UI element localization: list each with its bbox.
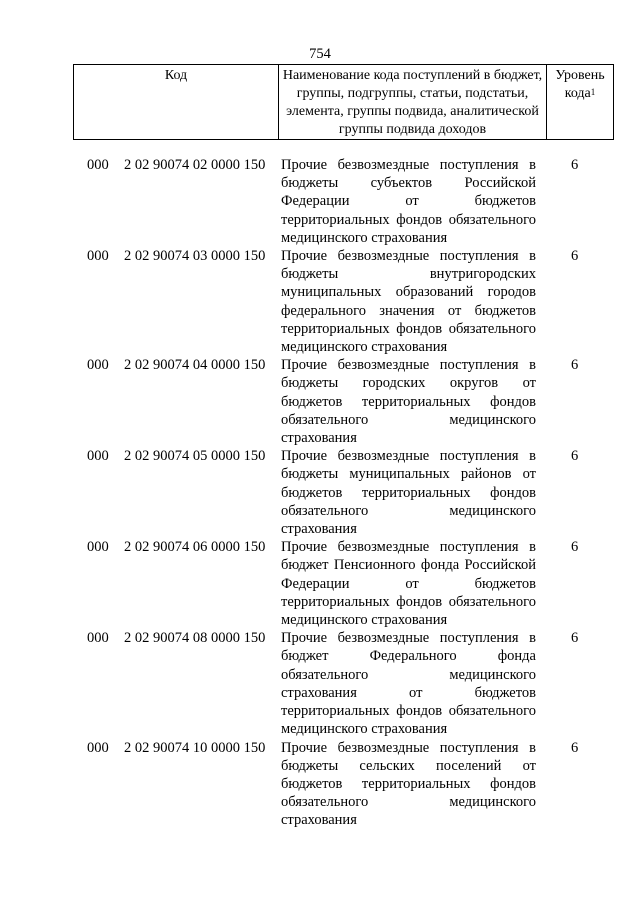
row-prefix: 000 [87,630,109,647]
row-code: 2 02 90074 04 0000 150 [124,357,266,374]
row-level: 6 [571,248,579,265]
table-row [0,629,640,738]
page-number: 754 [309,46,331,62]
header-name: Наименование кода поступлений в бюджет, группы, подгруппы, статьи, подстатьи, элемента, группы подвида, аналитической группы подвида доходов [279,65,547,140]
table-row [0,247,640,356]
row-prefix: 000 [87,157,109,173]
row-name: Прочие безвозмездные поступления в бюджеты городских округов от бюджетов территориальных фондов обязательного медицинского страхования [281,357,536,447]
table-row [0,156,640,247]
header-code: Код [74,65,279,140]
row-level: 6 [571,157,579,173]
row-name: Прочие безвозмездные поступления в бюджеты сельских поселений от бюджетов территориальных фондов обязательного медицинского страхования [281,739,536,829]
row-prefix: 000 [87,448,109,465]
table-row [0,538,640,629]
row-code: 2 02 90074 10 0000 150 [124,739,266,756]
header-level [547,65,614,140]
row-code: 2 02 90074 03 0000 150 [124,248,266,265]
row-level: 6 [571,357,579,374]
table-row [0,447,640,538]
row-level: 6 [571,739,579,756]
row-level: 6 [571,448,579,465]
row-level: 6 [571,630,579,647]
row-code: 2 02 90074 08 0000 150 [124,630,266,647]
table-header [73,64,614,140]
row-code: 2 02 90074 05 0000 150 [124,448,266,465]
table-body [0,156,640,830]
row-name: Прочие безвозмездные поступления в бюджет Пенсионного фонда Российской Федерации от бюджетов территориальных фондов обязательного медицинского страхования [281,539,536,629]
header-level-footnote: 1 [590,87,596,97]
row-prefix: 000 [87,739,109,756]
row-prefix: 000 [87,357,109,374]
row-prefix: 000 [87,539,109,556]
row-name: Прочие безвозмездные поступления в бюджет Федерального фонда обязательного медицинского страхования от бюджетов территориальных фондов обязательного медицинского страхования [281,630,536,738]
row-code: 2 02 90074 06 0000 150 [124,539,266,556]
row-name: Прочие безвозмездные поступления в бюджеты муниципальных районов от бюджетов территориальных фондов обязательного медицинского страхования [281,448,536,538]
row-name: Прочие безвозмездные поступления в бюджеты субъектов Российской Федерации от бюджетов территориальных фондов обязательного медицинского страхования [281,157,536,246]
row-level: 6 [571,539,579,556]
row-prefix: 000 [87,248,109,265]
header-level-label: Уровень кода [555,68,605,101]
row-name: Прочие безвозмездные поступления в бюджеты внутригородских муниципальных образований городов федерального значения от бюджетов территориальных фондов обязательного медицинского страхования [281,248,536,356]
table-row [0,739,640,830]
table-row [0,356,640,447]
row-code: 2 02 90074 02 0000 150 [124,157,266,173]
